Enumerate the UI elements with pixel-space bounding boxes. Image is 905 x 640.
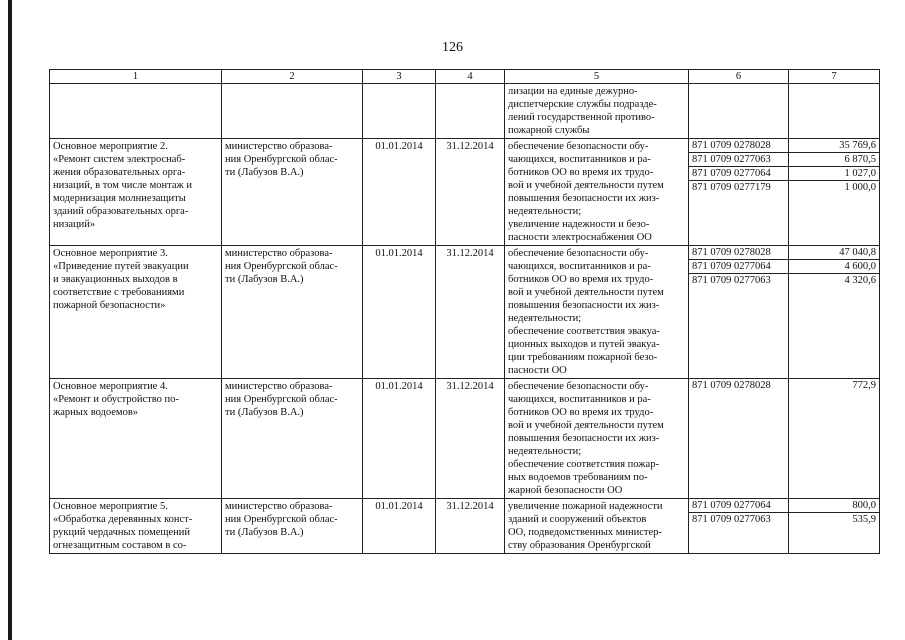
- end-date-cell: 31.12.2014: [436, 139, 505, 246]
- text-line: жарных водоемов»: [53, 407, 139, 418]
- amount-value: 1 000,0: [844, 182, 876, 193]
- start-date-cell: 01.01.2014: [363, 379, 436, 499]
- text-line: ботников ОО во время их трудо-: [508, 274, 654, 285]
- amount-cell: [789, 139, 880, 246]
- text-line: чающихся, воспитанников и ра-: [508, 154, 651, 165]
- text-line: чающихся, воспитанников и ра-: [508, 394, 651, 405]
- end-date-cell: 31.12.2014: [436, 379, 505, 499]
- text-line: ти (Лабузов В.А.): [225, 274, 304, 285]
- result-cell: [505, 84, 689, 139]
- continuation-row: [50, 84, 880, 139]
- header-cell: 4: [436, 70, 505, 84]
- text-line: вой и учебной деятельности путем: [508, 180, 664, 191]
- text-line: пожарной службы: [508, 125, 590, 136]
- text-line: увеличение надежности и безо-: [508, 219, 650, 230]
- header-cell: 3: [363, 70, 436, 84]
- text-line: обеспечение безопасности обу-: [508, 248, 649, 259]
- text-line: обеспечение безопасности обу-: [508, 381, 649, 392]
- amount-value: 35 769,6: [789, 139, 879, 153]
- table-row: [50, 499, 880, 554]
- budget-code: 871 0709 0277063: [689, 153, 788, 167]
- budget-code: 871 0709 0277064: [689, 260, 788, 274]
- text-line: и эвакуационных выходов в: [53, 274, 178, 285]
- amount-value: 800,0: [789, 499, 879, 513]
- table-cell: [363, 84, 436, 139]
- result-cell: [505, 246, 689, 379]
- text-line: ния Оренбургской облас-: [225, 154, 338, 165]
- budget-code-cell: [689, 379, 789, 499]
- text-line: увеличение пожарной надежности: [508, 501, 663, 512]
- budget-code-cell: [689, 246, 789, 379]
- page-number: 126: [442, 40, 463, 55]
- budget-code: 871 0709 0278028: [692, 380, 771, 391]
- executor-cell: [222, 379, 363, 499]
- budget-code: 871 0709 0277063: [692, 275, 771, 286]
- text-line: ния Оренбургской облас-: [225, 514, 338, 525]
- text-line: диспетчерские службы подразде-: [508, 99, 657, 110]
- text-line: министерство образова-: [225, 248, 333, 259]
- header-cell: 5: [505, 70, 689, 84]
- text-line: соответствие с требованиями: [53, 287, 185, 298]
- text-line: низаций, в том числе монтаж и: [53, 180, 192, 191]
- amount-value: 1 027,0: [789, 167, 879, 181]
- start-date-cell: 01.01.2014: [363, 499, 436, 554]
- table-cell: [50, 84, 222, 139]
- text-line: модернизация молниезащиты: [53, 193, 186, 204]
- text-line: обеспечение безопасности обу-: [508, 141, 649, 152]
- table-cell: [222, 84, 363, 139]
- measure-cell: [50, 379, 222, 499]
- scan-edge-bar: [8, 0, 12, 640]
- text-line: недеятельности;: [508, 313, 582, 324]
- table-row: [50, 139, 880, 246]
- executor-cell: [222, 139, 363, 246]
- result-cell: [505, 139, 689, 246]
- text-line: «Приведение путей эвакуации: [53, 261, 189, 272]
- text-line: «Ремонт и обустройство по-: [53, 394, 179, 405]
- executor-cell: [222, 499, 363, 554]
- budget-code: 871 0709 0277179: [692, 182, 771, 193]
- table-row: [50, 379, 880, 499]
- text-line: ных водоемов требованиям по-: [508, 472, 648, 483]
- result-cell: [505, 379, 689, 499]
- text-line: повышения безопасности их жиз-: [508, 300, 660, 311]
- text-line: вой и учебной деятельности путем: [508, 287, 664, 298]
- text-line: повышения безопасности их жиз-: [508, 193, 660, 204]
- start-date-cell: 01.01.2014: [363, 139, 436, 246]
- text-line: ции требованиям пожарной безо-: [508, 352, 658, 363]
- amount-value: 4 600,0: [789, 260, 879, 274]
- text-line: ния Оренбургской облас-: [225, 261, 338, 272]
- text-line: Основное мероприятие 5.: [53, 501, 168, 512]
- text-line: жарной безопасности ОО: [508, 485, 623, 496]
- text-line: ти (Лабузов В.А.): [225, 527, 304, 538]
- text-line: пасности электроснабжения ОО: [508, 232, 652, 243]
- measure-cell: [50, 246, 222, 379]
- amount-value: 6 870,5: [789, 153, 879, 167]
- text-line: министерство образова-: [225, 501, 333, 512]
- table-row: [50, 246, 880, 379]
- amount-value: 535,9: [852, 514, 876, 525]
- amount-cell: [789, 379, 880, 499]
- text-line: «Ремонт систем электроснаб-: [53, 154, 186, 165]
- text-line: зданий образовательных орга-: [53, 206, 189, 217]
- text-line: чающихся, воспитанников и ра-: [508, 261, 651, 272]
- text-line: Основное мероприятие 4.: [53, 381, 168, 392]
- start-date-cell: 01.01.2014: [363, 246, 436, 379]
- amount-value: 47 040,8: [789, 246, 879, 260]
- text-line: жения образовательных орга-: [53, 167, 186, 178]
- amount-cell: [789, 246, 880, 379]
- text-line: ния Оренбургской облас-: [225, 394, 338, 405]
- end-date-cell: 31.12.2014: [436, 499, 505, 554]
- budget-code: 871 0709 0278028: [689, 246, 788, 260]
- end-date-cell: 31.12.2014: [436, 246, 505, 379]
- text-line: обеспечение соответствия эвакуа-: [508, 326, 660, 337]
- amount-value: 4 320,6: [844, 275, 876, 286]
- budget-code: 871 0709 0278028: [689, 139, 788, 153]
- header-cell: 7: [789, 70, 880, 84]
- header-cell: 6: [689, 70, 789, 84]
- text-line: ОО, подведомственных министер-: [508, 527, 662, 538]
- header-cell: 2: [222, 70, 363, 84]
- text-line: огнезащитным составом в со-: [53, 540, 187, 551]
- text-line: ботников ОО во время их трудо-: [508, 167, 654, 178]
- header-cell: 1: [50, 70, 222, 84]
- text-line: ботников ОО во время их трудо-: [508, 407, 654, 418]
- budget-code: 871 0709 0277063: [692, 514, 771, 525]
- budget-code-cell: [689, 139, 789, 246]
- table-cell: [436, 84, 505, 139]
- text-line: пожарной безопасности»: [53, 300, 166, 311]
- text-line: вой и учебной деятельности путем: [508, 420, 664, 431]
- text-line: Основное мероприятие 3.: [53, 248, 168, 259]
- text-line: лизации на единые дежурно-: [508, 86, 638, 97]
- budget-code: 871 0709 0277064: [689, 167, 788, 181]
- text-line: «Обработка деревянных конст-: [53, 514, 193, 525]
- text-line: ционных выходов и путей эвакуа-: [508, 339, 660, 350]
- executor-cell: [222, 246, 363, 379]
- text-line: министерство образова-: [225, 381, 333, 392]
- amount-cell: [789, 499, 880, 554]
- table-cell: [689, 84, 789, 139]
- text-line: ти (Лабузов В.А.): [225, 407, 304, 418]
- result-cell: [505, 499, 689, 554]
- document-table: [49, 69, 880, 554]
- text-line: ти (Лабузов В.А.): [225, 167, 304, 178]
- text-line: повышения безопасности их жиз-: [508, 433, 660, 444]
- text-line: рукций чердачных помещений: [53, 527, 190, 538]
- budget-code: 871 0709 0277064: [689, 499, 788, 513]
- text-line: зданий и сооружений объектов: [508, 514, 647, 525]
- budget-code-cell: [689, 499, 789, 554]
- text-line: ству образования Оренбургской: [508, 540, 651, 551]
- header-row: [50, 70, 880, 84]
- amount-value: 772,9: [852, 380, 876, 391]
- table-cell: [789, 84, 880, 139]
- text-line: министерство образова-: [225, 141, 333, 152]
- text-line: низаций»: [53, 219, 96, 230]
- measure-cell: [50, 139, 222, 246]
- text-line: обеспечение соответствия пожар-: [508, 459, 659, 470]
- text-line: недеятельности;: [508, 446, 582, 457]
- measure-cell: [50, 499, 222, 554]
- text-line: лений государственной противо-: [508, 112, 655, 123]
- text-line: пасности ОО: [508, 365, 567, 376]
- text-line: Основное мероприятие 2.: [53, 141, 168, 152]
- text-line: недеятельности;: [508, 206, 582, 217]
